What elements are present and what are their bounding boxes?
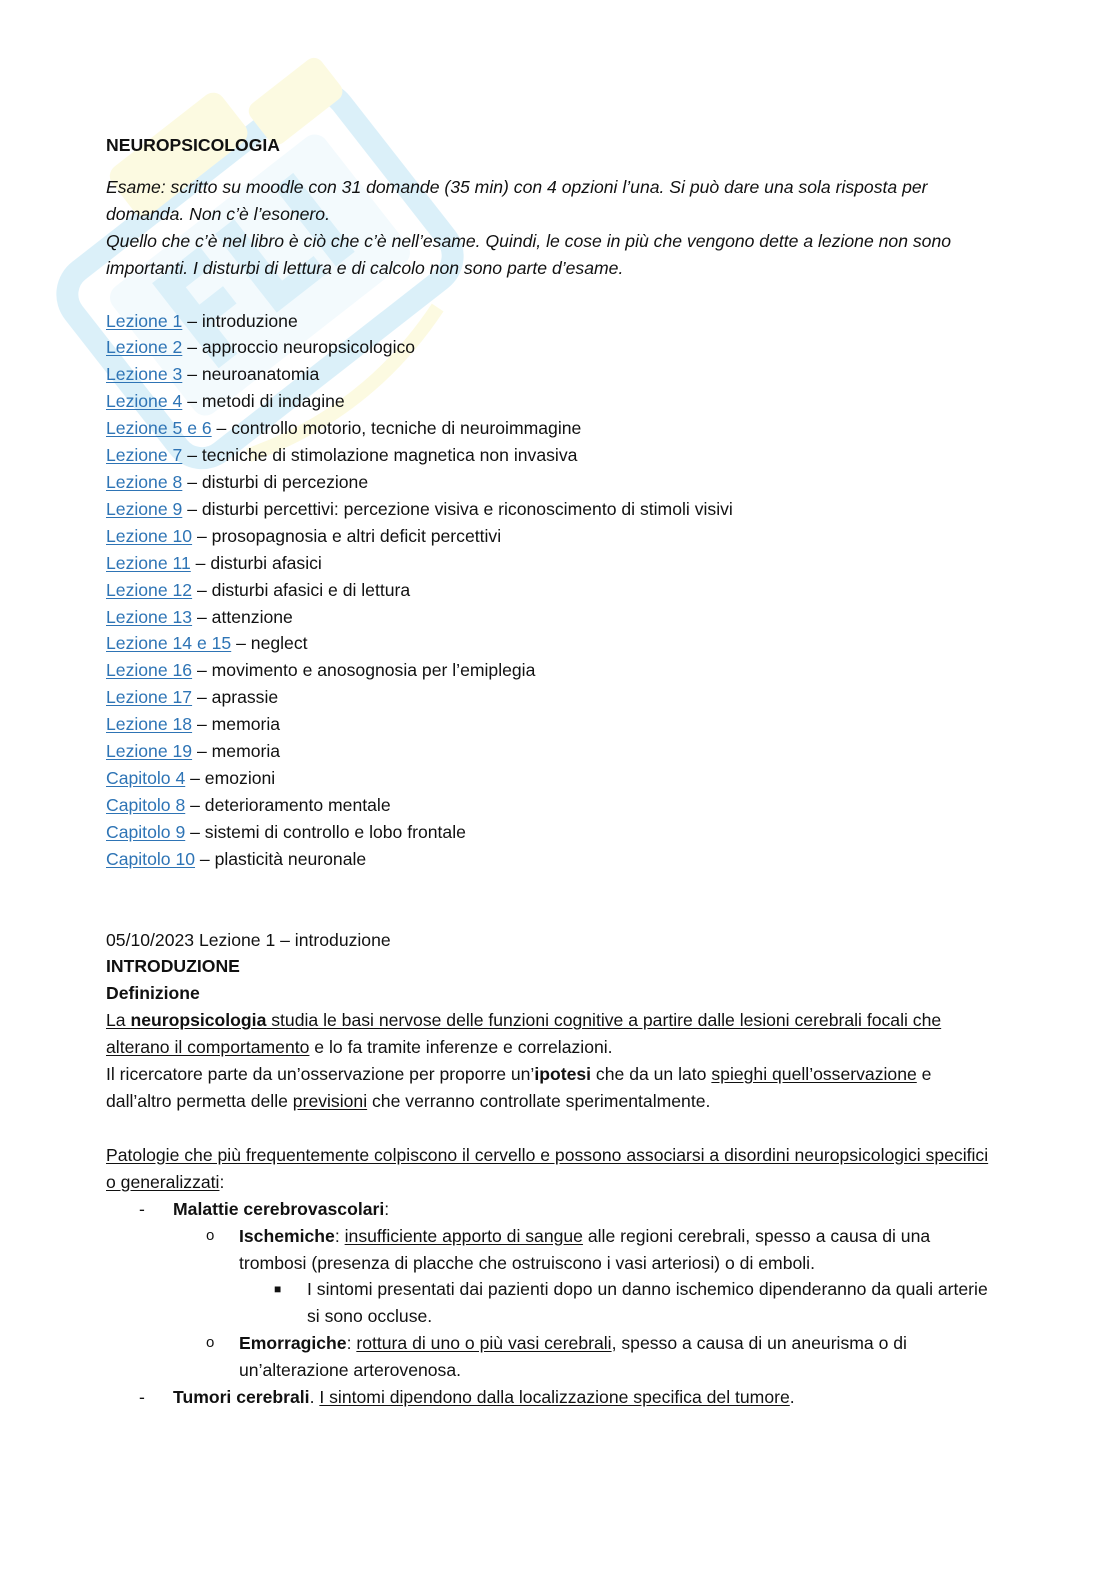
- toc-desc: – prosopagnosia e altri deficit percettivi: [192, 525, 502, 546]
- toc-item: [106, 819, 991, 846]
- definition-paragraph: [106, 1007, 991, 1061]
- text-run: Il ricercatore parte da un’osservazione per proporre un’: [106, 1064, 535, 1085]
- document-title: NEUROPSICOLOGIA: [106, 135, 280, 155]
- toc-link[interactable]: Lezione 11: [106, 552, 191, 573]
- toc-link[interactable]: Lezione 2: [106, 337, 183, 358]
- text-run: :: [384, 1198, 390, 1219]
- toc-item: [106, 442, 991, 469]
- text-run: e lo fa tramite inferenze e correlazioni.: [309, 1037, 613, 1058]
- underlined-run: rottura di uno o più vasi cerebrali: [356, 1333, 612, 1354]
- toc-link[interactable]: Lezione 10: [106, 525, 193, 546]
- toc-item: [106, 334, 991, 361]
- toc-desc: – memoria: [192, 714, 281, 735]
- toc-desc: – sistemi di controllo e lobo frontale: [185, 821, 466, 842]
- toc-desc: – neuroanatomia: [182, 364, 320, 385]
- bullet-hemorrhagic: [106, 1330, 991, 1384]
- toc-link[interactable]: Capitolo 10: [106, 848, 196, 869]
- document-page: [106, 132, 991, 1411]
- toc-link[interactable]: Lezione 17: [106, 687, 193, 708]
- toc-link[interactable]: Lezione 7: [106, 445, 183, 466]
- underlined-run: I sintomi dipendono dalla localizzazione specifica del tumore: [319, 1387, 790, 1408]
- bullet-label: Ischemiche: [239, 1225, 335, 1246]
- underlined-run: insufficiente apporto di sangue: [344, 1225, 583, 1246]
- text-run: I sintomi presentati dai pazienti dopo un danno ischemico dipenderanno da quali arterie si sono occluse.: [307, 1279, 988, 1327]
- bullet-ischemic: [106, 1223, 991, 1277]
- intro-line: Esame: scritto su moodle con 31 domande (35 min) con 4 opzioni l’una. Si può dare una sola risposta per: [106, 176, 928, 197]
- toc-link[interactable]: Lezione 1: [106, 310, 183, 331]
- text-run: alle regioni cerebrali, spesso a causa di una trombosi (presenza di placche che ostruiscono i vasi arteriosi) o di emboli.: [239, 1225, 931, 1273]
- circle-bullet-icon: o: [206, 1334, 215, 1352]
- toc-desc: – neglect: [231, 633, 308, 654]
- text-run: :: [346, 1333, 357, 1354]
- text-run: :: [334, 1225, 345, 1246]
- toc-item: [106, 469, 991, 496]
- intro-line: domanda. Non c’è l’esonero.: [106, 203, 330, 224]
- toc-desc: – emozioni: [185, 767, 276, 788]
- square-bullet-icon: ■: [274, 1282, 282, 1297]
- toc-desc: – tecniche di stimolazione magnetica non invasiva: [182, 445, 578, 466]
- toc-desc: – plasticità neuronale: [195, 848, 367, 869]
- toc-desc: – movimento e anosognosia per l’emiplegia: [192, 660, 536, 681]
- intro-line: Quello che c’è nel libro è ciò che c’è nell’esame. Quindi, le cose in più che vengono dette a lezione non sono: [106, 230, 952, 251]
- toc-link[interactable]: Lezione 19: [106, 741, 193, 762]
- toc-desc: – introduzione: [182, 310, 298, 331]
- toc-item: [106, 684, 991, 711]
- subsection-title: Definizione: [106, 983, 200, 1004]
- text-run: La: [106, 1010, 131, 1031]
- exam-intro: [106, 174, 991, 282]
- toc-link[interactable]: Lezione 3: [106, 364, 183, 385]
- toc-item: [106, 846, 991, 873]
- toc-item: [106, 577, 991, 604]
- bullet-ischemic-note: [106, 1276, 991, 1330]
- toc-item: [106, 496, 991, 523]
- toc-link[interactable]: Lezione 4: [106, 391, 183, 412]
- toc-item: [106, 308, 991, 335]
- toc-item: [106, 738, 991, 765]
- toc-link[interactable]: Lezione 5 e 6: [106, 418, 212, 439]
- toc-desc: – aprassie: [192, 687, 279, 708]
- circle-bullet-icon: o: [206, 1226, 215, 1244]
- lesson-header: 05/10/2023 Lezione 1 – introduzione: [106, 929, 391, 950]
- dash-bullet-icon: -: [139, 1387, 145, 1408]
- underlined-run: spieghi quell’osservazione: [711, 1064, 917, 1085]
- underlined-run: previsioni: [292, 1091, 368, 1111]
- section-title: INTRODUZIONE: [106, 956, 240, 977]
- toc-item: [106, 711, 991, 738]
- toc-item: [106, 361, 991, 388]
- pathologies-intro: [106, 1142, 991, 1196]
- toc-link[interactable]: Capitolo 8: [106, 794, 186, 815]
- toc-link[interactable]: Lezione 16: [106, 660, 193, 681]
- toc-item: [106, 792, 991, 819]
- toc-desc: – attenzione: [192, 606, 293, 627]
- dash-bullet-icon: -: [139, 1198, 145, 1219]
- toc-desc: – approccio neuropsicologico: [182, 337, 416, 358]
- text-run: che verranno controllate sperimentalmente.: [367, 1091, 711, 1111]
- bullet-label: Malattie cerebrovascolari: [173, 1198, 385, 1219]
- text-run: .: [309, 1387, 320, 1408]
- table-of-contents: [106, 308, 991, 873]
- toc-desc: – controllo motorio, tecniche di neuroimmagine: [211, 418, 582, 439]
- spacer: [106, 1115, 991, 1142]
- text-run: :: [219, 1171, 225, 1192]
- toc-desc: – memoria: [192, 741, 281, 762]
- toc-item: [106, 765, 991, 792]
- toc-item: [106, 388, 991, 415]
- toc-link[interactable]: Capitolo 4: [106, 767, 186, 788]
- text-run: studia le basi nervose delle funzioni cognitive a partire dalle lesioni cerebrali focali che alterano il comportamento: [106, 1010, 942, 1058]
- term-neuropsicologia: neuropsicologia: [130, 1010, 267, 1031]
- toc-link[interactable]: Lezione 18: [106, 714, 193, 735]
- toc-item: [106, 657, 991, 684]
- toc-item: [106, 630, 991, 657]
- toc-desc: – metodi di indagine: [182, 391, 345, 412]
- text-run: che da un lato: [591, 1064, 712, 1085]
- toc-desc: – disturbi afasici e di lettura: [192, 579, 411, 600]
- intro-line: importanti. I disturbi di lettura e di calcolo non sono parte d’esame.: [106, 257, 624, 278]
- text-run: , spesso a causa di un aneurisma o di un’alterazione arterovenosa.: [239, 1333, 907, 1381]
- toc-link[interactable]: Lezione 8: [106, 471, 183, 492]
- bullet-label: Emorragiche: [239, 1333, 347, 1354]
- bullet-tumors: [106, 1384, 991, 1411]
- toc-item: [106, 415, 991, 442]
- term-ipotesi: ipotesi: [534, 1064, 592, 1085]
- bullet-label: Tumori cerebrali: [173, 1387, 310, 1408]
- toc-item: [106, 523, 991, 550]
- bullet-cerebrovascular: [106, 1196, 991, 1223]
- toc-desc: – disturbi di percezione: [182, 471, 369, 492]
- toc-link[interactable]: Lezione 9: [106, 498, 183, 519]
- toc-desc: – disturbi percettivi: percezione visiva e riconoscimento di stimoli visivi: [182, 498, 733, 519]
- toc-link[interactable]: Lezione 12: [106, 579, 193, 600]
- toc-desc: – disturbi afasici: [190, 552, 322, 573]
- underlined-run: Patologie che più frequentemente colpiscono il cervello e possono associarsi a disordini neuropsicologici specifici o generalizzati: [106, 1144, 989, 1192]
- toc-link[interactable]: Lezione 14 e 15: [106, 633, 232, 654]
- text-run: e dall’altro permetta delle: [106, 1064, 932, 1111]
- toc-link[interactable]: Lezione 13: [106, 606, 193, 627]
- hypothesis-paragraph: [106, 1061, 991, 1115]
- toc-link[interactable]: Capitolo 9: [106, 821, 186, 842]
- toc-item: [106, 604, 991, 631]
- toc-item: [106, 550, 991, 577]
- text-run: .: [789, 1387, 795, 1408]
- toc-desc: – deterioramento mentale: [185, 794, 391, 815]
